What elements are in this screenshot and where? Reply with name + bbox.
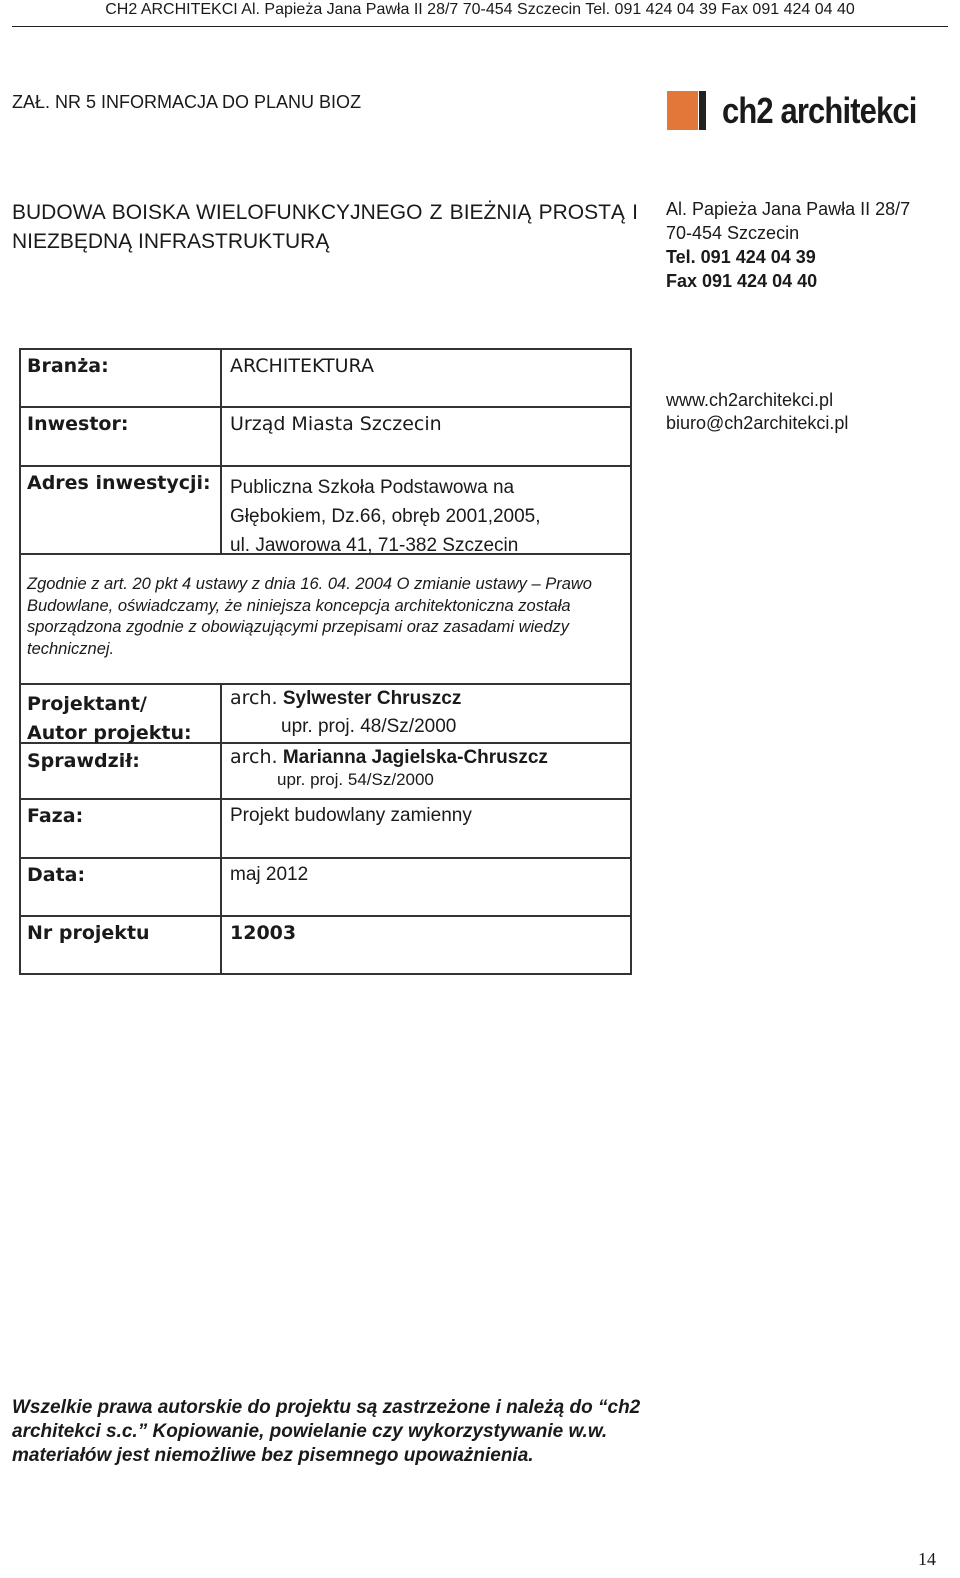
data-value: maj 2012 bbox=[230, 864, 309, 885]
sprawdzil-name: Marianna Jagielska-Chruszcz bbox=[282, 747, 548, 768]
row-line bbox=[19, 465, 632, 467]
branza-label: Branża: bbox=[27, 355, 109, 377]
office-tel: Tel. 091 424 04 39 bbox=[666, 247, 816, 267]
projektant-license: upr. proj. 48/Sz/2000 bbox=[281, 716, 457, 737]
logo-text: ch2 architekci bbox=[722, 90, 917, 131]
branza-value: ARCHITEKTURA bbox=[230, 355, 374, 377]
compliance-statement: Zgodnie z art. 20 pkt 4 ustawy z dnia 16. 04. 2004 O zmianie ustawy – Prawo Budowlane, oświadczamy, że niniejsza koncepcja architektoniczna została sporządzona zgodnie z obowiązującymi przepisami oraz zasadami wiedzy technicznej. bbox=[27, 575, 592, 658]
row-line bbox=[19, 683, 632, 685]
adres-value bbox=[230, 473, 541, 560]
faza-value: Projekt budowlany zamienny bbox=[230, 805, 472, 826]
office-fax: Fax 091 424 04 40 bbox=[666, 271, 818, 291]
office-web bbox=[666, 389, 848, 435]
data-label: Data: bbox=[27, 864, 86, 886]
projektant-label bbox=[27, 690, 192, 748]
office-contact bbox=[666, 197, 910, 293]
table-border-left bbox=[19, 348, 21, 974]
adres-line: Publiczna Szkoła Podstawowa na bbox=[230, 477, 515, 498]
adres-line: ul. Jaworowa 41, 71-382 Szczecin bbox=[230, 535, 519, 556]
projektant-name-line bbox=[230, 687, 461, 710]
adres-label: Adres inwestycji: bbox=[27, 472, 211, 494]
row-line bbox=[19, 857, 632, 859]
table-divider-top bbox=[220, 348, 222, 554]
row-line bbox=[19, 348, 632, 350]
office-www-link[interactable]: www.ch2architekci.pl bbox=[666, 390, 834, 410]
inwestor-value: Urząd Miasta Szczecin bbox=[230, 413, 442, 435]
faza-label: Faza: bbox=[27, 805, 84, 827]
projektant-prefix: arch. bbox=[230, 687, 278, 709]
projektant-label-line: Projektant/ bbox=[27, 693, 147, 715]
row-line bbox=[19, 973, 632, 975]
sprawdzil-license: upr. proj. 54/Sz/2000 bbox=[277, 770, 434, 789]
inwestor-label: Inwestor: bbox=[27, 413, 129, 435]
office-address: Al. Papieża Jana Pawła II 28/7 bbox=[666, 199, 911, 219]
header-divider bbox=[12, 26, 948, 27]
project-title: BUDOWA BOISKA WIELOFUNKCYJNEGO Z BIEŻNIĄ PROSTĄ I NIEZBĘDNĄ INFRASTRUKTURĄ bbox=[12, 201, 638, 253]
attachment-title: ZAŁ. NR 5 INFORMACJA DO PLANU BIOZ bbox=[12, 92, 362, 112]
sprawdzil-label: Sprawdził: bbox=[27, 750, 140, 772]
projektant-label-line: Autor projektu: bbox=[27, 722, 192, 744]
logo-mark-icon bbox=[667, 91, 707, 130]
row-line bbox=[19, 915, 632, 917]
office-email-link[interactable]: biuro@ch2architekci.pl bbox=[666, 413, 849, 433]
row-line bbox=[19, 406, 632, 408]
table-divider-bottom bbox=[220, 683, 222, 974]
nr-projektu-value: 12003 bbox=[230, 922, 297, 944]
adres-line: Głębokiem, Dz.66, obręb 2001,2005, bbox=[230, 506, 541, 527]
page-number: 14 bbox=[918, 1549, 936, 1569]
running-header: CH2 ARCHITEKCI Al. Papieża Jana Pawła II 28/7 70-454 Szczecin Tel. 091 424 04 39 Fax 091 424 04 40 bbox=[105, 1, 855, 18]
row-line bbox=[19, 798, 632, 800]
sprawdzil-prefix: arch. bbox=[230, 746, 278, 768]
office-city: 70-454 Szczecin bbox=[666, 223, 800, 243]
sprawdzil-name-line bbox=[230, 746, 548, 769]
copyright-notice: Wszelkie prawa autorskie do projektu są zastrzeżone i należą do “ch2 architekci s.c.” Kopiowanie, powielanie czy wykorzystywanie w.w. materiałów jest niemożliwe bez pisemnego upoważnienia. bbox=[12, 1397, 641, 1466]
table-border-right bbox=[630, 348, 632, 974]
projektant-name: Sylwester Chruszcz bbox=[282, 688, 462, 709]
nr-projektu-label: Nr projektu bbox=[27, 922, 150, 944]
